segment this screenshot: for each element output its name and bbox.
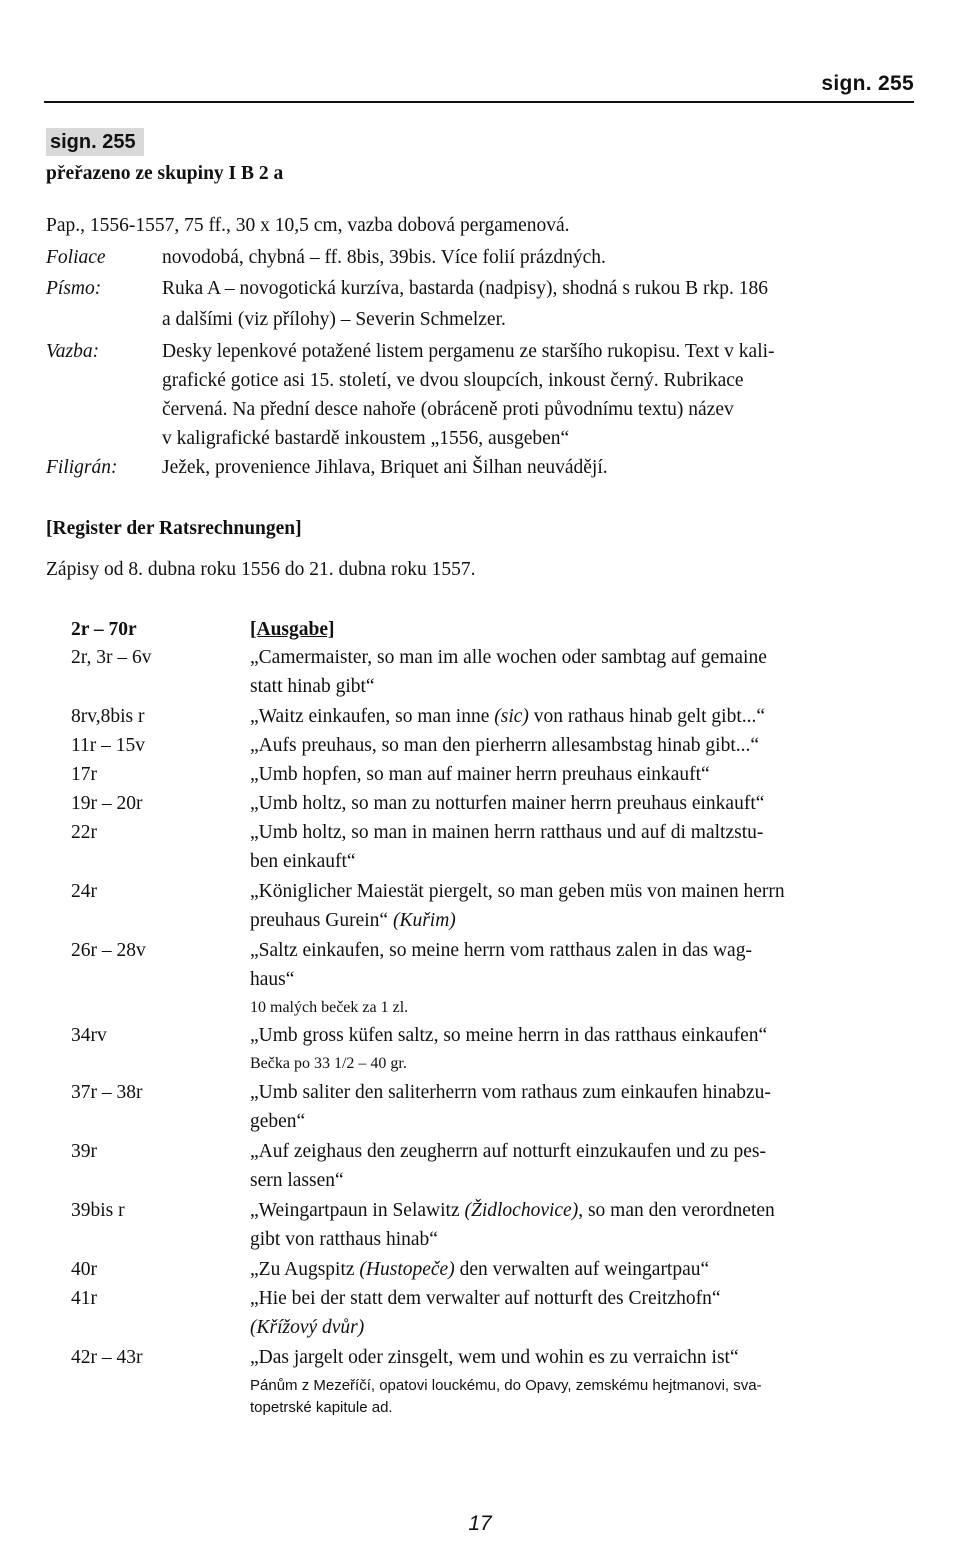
field-value-script-2: a dalšími (viz přílohy) – Severin Schmelzer. <box>162 309 506 330</box>
page-number: 17 <box>468 1512 492 1535</box>
entry-text: „Umb gross küfen saltz, so meine herrn in das ratthaus einkaufen“ <box>250 1025 768 1046</box>
entry-folio: 34rv <box>71 1025 107 1046</box>
entry-text: „Aufs preuhaus, so man den pierherrn allesambstag hinab gibt...“ <box>250 735 760 756</box>
entry-folio: 39bis r <box>71 1200 125 1221</box>
field-value-watermark: Ježek, provenience Jihlava, Briquet ani Šilhan neuvádějí. <box>162 457 608 478</box>
header-signature: sign. 255 <box>821 72 914 95</box>
entry-text: „Umb holtz, so man in mainen herrn ratthaus und auf di maltzstu- <box>250 822 764 843</box>
entry-folio: 37r – 38r <box>71 1082 143 1103</box>
entry-folio: 24r <box>71 881 97 902</box>
entry-text: „Umb hopfen, so man auf mainer herrn preuhaus einkauft“ <box>250 764 710 785</box>
entry-folio: 2r, 3r – 6v <box>71 647 152 668</box>
entry-folio: 42r – 43r <box>71 1347 143 1368</box>
entry-folio: 22r <box>71 822 97 843</box>
entry-text: „Camermaister, so man im alle wochen oder sambtag auf gemaine <box>250 647 767 668</box>
field-label-script: Písmo: <box>46 278 102 299</box>
entry-text-cont: statt hinab gibt“ <box>250 676 375 697</box>
entry-text: „Saltz einkaufen, so meine herrn vom ratthaus zalen in das wag- <box>250 940 752 961</box>
entry-folio: 39r <box>71 1141 97 1162</box>
entry-folio: 8rv,8bis r <box>71 706 145 727</box>
entry-text-part: , so man den verordneten <box>578 1200 775 1221</box>
entry-text-cont: sern lassen“ <box>250 1170 344 1191</box>
entry-note: 10 malých beček za 1 zl. <box>250 999 409 1016</box>
entry-text <box>250 1258 709 1282</box>
entry-folio: 2r – 70r <box>71 619 137 640</box>
entry-text-italic: (sic) <box>494 706 529 727</box>
field-label-watermark: Filigrán: <box>46 457 118 478</box>
entry-text-cont: haus“ <box>250 969 295 990</box>
entry-folio: 19r – 20r <box>71 793 143 814</box>
entry-text: [Ausgabe] <box>250 619 335 640</box>
entry-text-part: von rathaus hinab gelt gibt...“ <box>528 706 766 727</box>
entry-note: Pánům z Mezeříčí, opatovi louckému, do Opavy, zemskému hejtmanovi, sva- <box>250 1377 762 1394</box>
entry-folio: 17r <box>71 764 97 785</box>
entry-folio: 40r <box>71 1259 97 1280</box>
entry-text-italic: (Kuřim) <box>392 910 456 931</box>
physical-description: Pap., 1556-1557, 75 ff., 30 x 10,5 cm, vazba dobová pergamenová. <box>46 215 570 236</box>
entry-text-italic: (Hustopeče) <box>359 1259 455 1280</box>
register-title: [Register der Ratsrechnungen] <box>46 518 302 539</box>
entry-text: „Umb holtz, so man zu notturfen mainer herrn preuhaus einkauft“ <box>250 793 765 814</box>
entry-text-part: „Waitz einkaufen, so man inne <box>250 706 495 727</box>
field-value-binding-3: červená. Na přední desce nahoře (obráceně proti původnímu textu) název <box>162 399 734 420</box>
entry-text-part: „Weingartpaun in Selawitz <box>250 1200 465 1221</box>
entry-text: „Das jargelt oder zinsgelt, wem und wohin es zu verraichn ist“ <box>250 1347 739 1368</box>
field-label-binding: Vazba: <box>46 341 100 362</box>
entry-text <box>250 1199 775 1223</box>
entry-text-cont: (Křížový dvůr) <box>250 1317 365 1338</box>
field-value-binding-1: Desky lepenkové potažené listem pergamenu ze staršího rukopisu. Text v kali- <box>162 341 775 362</box>
field-value-script-1: Ruka A – novogotická kurzíva, bastarda (nadpisy), shodná s rukou B rkp. 186 <box>162 278 769 299</box>
entry-text-italic: (Židlochovice) <box>464 1200 579 1221</box>
field-value-binding-2: grafické gotice asi 15. století, ve dvou sloupcích, inkoust černý. Rubrikace <box>162 370 744 391</box>
entry-text: „Umb saliter den saliterherrn vom rathaus zum einkaufen hinabzu- <box>250 1082 771 1103</box>
entry-text-cont: ben einkauft“ <box>250 851 356 872</box>
entry-text-cont: gibt von ratthaus hinab“ <box>250 1229 438 1250</box>
header-rule <box>44 101 914 103</box>
entry-text: „Hie bei der statt dem verwalter auf notturft des Creitzhofn“ <box>250 1288 721 1309</box>
signature-box: sign. 255 <box>46 128 144 156</box>
reassigned-note: přeřazeno ze skupiny I B 2 a <box>46 163 284 184</box>
entry-text <box>250 705 765 729</box>
entry-text-part: „Zu Augspitz <box>250 1259 360 1280</box>
entry-text-part: den verwalten auf weingartpau“ <box>454 1259 710 1280</box>
entry-text-cont: geben“ <box>250 1111 306 1132</box>
field-label-foliation: Foliace <box>46 247 106 268</box>
entry-text: „Auf zeighaus den zeugherrn auf notturft einzukaufen und zu pes- <box>250 1141 766 1162</box>
field-value-foliation: novodobá, chybná – ff. 8bis, 39bis. Více folií prázdných. <box>162 247 606 268</box>
entry-folio: 26r – 28v <box>71 940 146 961</box>
entry-folio: 11r – 15v <box>71 735 146 756</box>
entry-text-part: preuhaus Gurein“ <box>250 910 393 931</box>
entry-note-cont: topetrské kapitule ad. <box>250 1399 393 1416</box>
entry-folio: 41r <box>71 1288 97 1309</box>
entry-text-cont <box>250 909 456 933</box>
entry-note: Bečka po 33 1/2 – 40 gr. <box>250 1055 407 1072</box>
field-value-binding-4: v kaligrafické bastardě inkoustem „1556, ausgeben“ <box>162 428 570 449</box>
entry-text: „Königlicher Maiestät piergelt, so man geben müs von mainen herrn <box>250 881 785 902</box>
register-subtitle: Zápisy od 8. dubna roku 1556 do 21. dubna roku 1557. <box>46 559 476 580</box>
